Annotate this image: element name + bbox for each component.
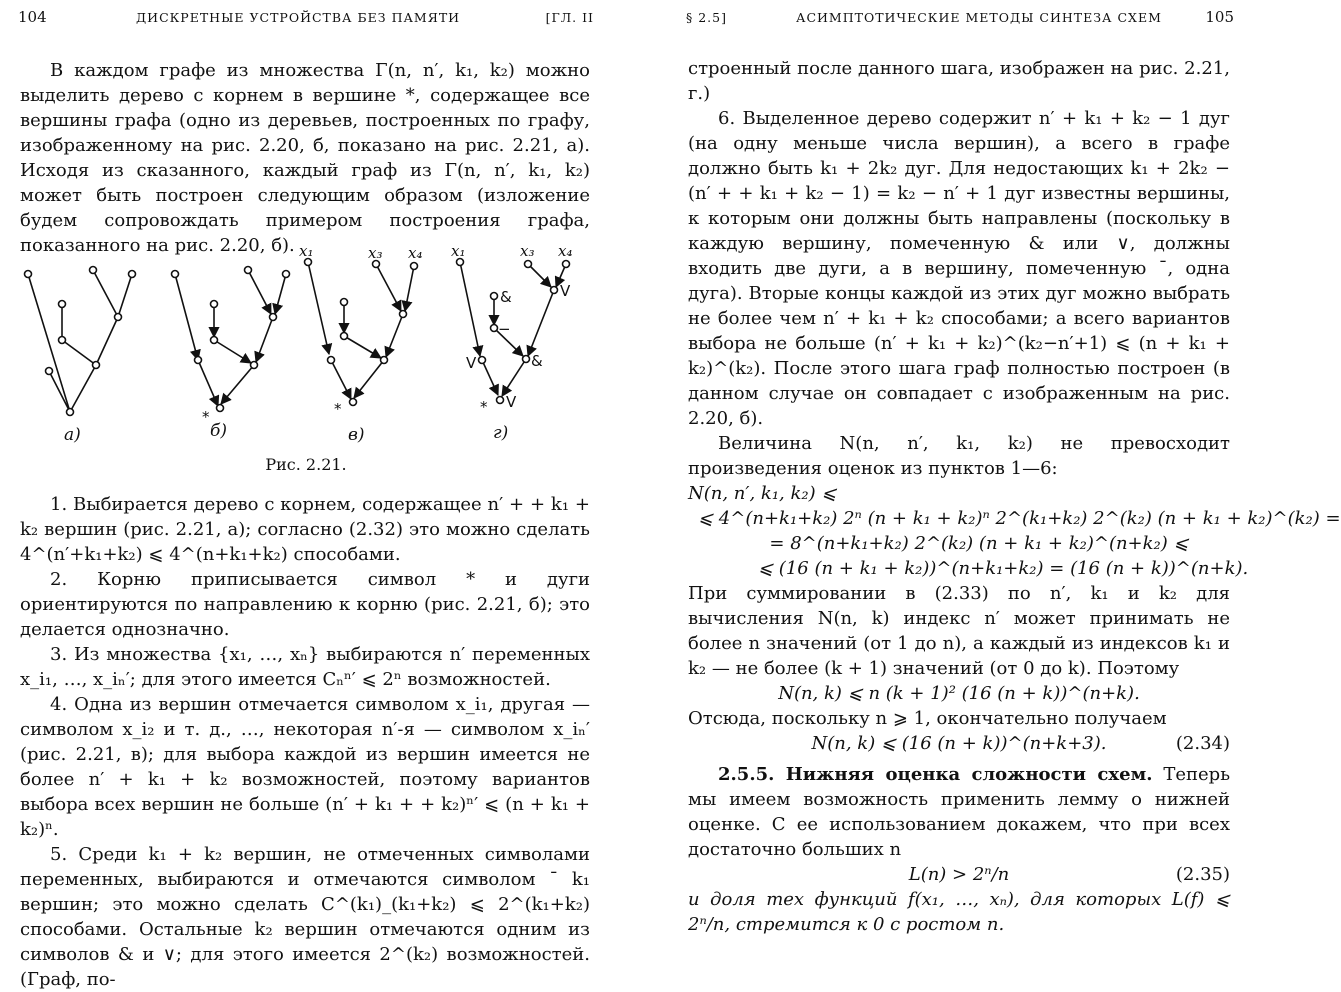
item-5: 5. Среди k₁ + k₂ вершин, не отмеченных символами переменных, выбираются и отмечаются символом ¯ k₁ вершин; это можно сделать C^(k₁)_(k₁+k₂) ⩽ 2^(k₁+k₂) способами. Остальные k₂ вершин отмечаются одним из символов & и ∨; для этого имеется 2^(k₂) возможностей. (Граф, по- xyxy=(20,844,590,990)
fig-sym-or-1: V xyxy=(560,282,571,300)
equation-number-2-34: (2.34) xyxy=(1175,733,1230,754)
equation-2-34: N(n, k) ⩽ (16 (n + k))^(n+k+3). xyxy=(811,733,1107,754)
summation-paragraph: При суммировании в (2.33) по n′, k₁ и k₂ для вычисления N(n, k) индекс n′ может принимать не более n значений (от 1 до n), а каждый из индексов k₁ и k₂ — не более (k + 1) значений (от 0 до k). Поэтому xyxy=(688,583,1230,679)
figure-caption: Рис. 2.21. xyxy=(265,455,347,474)
item-3: 3. Из множества {x₁, …, xₙ} выбираются n′ переменных x_i₁, …, x_iₙ′; для этого имеется Cₙⁿ′ ⩽ 2ⁿ возможностей. xyxy=(20,644,590,690)
equation-line-4: ⩽ (16 (n + k₁ + k₂))^(n+k₁+k₂) = (16 (n + k))^(n+k). xyxy=(758,558,1249,579)
item-1: 1. Выбирается дерево с корнем, содержащее n′ + + k₁ + k₂ вершин (рис. 2.21, а); согласно (2.32) это можно сделать 4^(n′+k₁+k₂) ⩽ 4^(n+k₁+k₂) способами. xyxy=(20,494,590,565)
fig-sublabel-a: а) xyxy=(64,425,81,445)
fig-sublabel-g: г) xyxy=(493,423,509,443)
left-page-number: 104 xyxy=(18,8,47,26)
fig-var-x4-g: x₄ xyxy=(558,242,573,260)
fig-var-x1-v: x₁ xyxy=(299,242,314,260)
left-page xyxy=(0,0,612,990)
tree-b xyxy=(172,267,290,412)
fig-sublabel-v: в) xyxy=(348,425,365,445)
subsection-title: 2.5.5. Нижняя оценка сложности схем. xyxy=(718,764,1153,785)
equation-2-35: L(n) > 2ⁿ/n xyxy=(908,864,1010,885)
tree-g xyxy=(457,259,570,404)
right-page-number: 105 xyxy=(1205,8,1234,26)
fig-sublabel-b: б) xyxy=(210,421,228,441)
equation-line-1: N(n, n′, k₁, k₂) ⩽ xyxy=(688,483,837,504)
equation-line-2: ⩽ 4^(n+k₁+k₂) 2ⁿ (n + k₁ + k₂)ⁿ 2^(k₁+k₂) 2^(k₂) (n + k₁ + k₂)^(k₂) = xyxy=(698,508,1341,529)
fig-sym-or-2: V xyxy=(466,354,477,372)
fig-sym-not: − xyxy=(498,320,511,338)
equation-line-3: = 8^(n+k₁+k₂) 2^(k₂) (n + k₁ + k₂)^(n+k₂) ⩽ xyxy=(769,533,1189,554)
figure-2-21 xyxy=(18,240,590,480)
left-running-header xyxy=(18,8,594,30)
fig-sym-or-3: V xyxy=(506,393,517,411)
magnitude-paragraph: Величина N(n, n′, k₁, k₂) не превосходит произведения оценок из пунктов 1—6: xyxy=(688,433,1230,479)
equation-n-bound: N(n, k) ⩽ n (k + 1)² (16 (n + k))^(n+k). xyxy=(778,683,1140,704)
fig-root-star-v: * xyxy=(334,400,342,418)
fig-sym-and-1: & xyxy=(500,288,512,306)
equation-2-34-row xyxy=(688,731,1230,756)
left-chapter-ref: [ГЛ. II xyxy=(545,10,594,25)
subsection-paragraph xyxy=(688,762,1230,862)
fig-var-x1-g: x₁ xyxy=(451,242,466,260)
right-running-header xyxy=(686,8,1234,30)
item-6: 6. Выделенное дерево содержит n′ + k₁ + k₂ − 1 дуг (на одну меньше числа вершин), а всего в графе должно быть k₁ + 2k₂ дуг. Для недостающих k₁ + 2k₂ − (n′ + + k₁ + k₂ − 1) = k₂ − n′ + 1 дуг известны вершины, к которым они должны быть направлены (поскольку в каждую вершину, помеченную & или ∨, должны входить две дуги, а в вершину, помеченную ¯, одна дуга). Вторые концы каждой из этих дуг можно выбрать не более чем n′ + k₁ + k₂ способами; а всего вариантов выбора не больше (n′ + k₁ + k₂)^(k₂−n′+1) ⩽ (n + k₁ + k₂)^(k₂). После этого шага граф полностью построен (в данном случае он совпадает с изображенным на рис. 2.20, б). xyxy=(688,108,1230,429)
left-running-title: ДИСКРЕТНЫЕ УСТРОЙСТВА БЕЗ ПАМЯТИ xyxy=(136,10,461,25)
tree-v xyxy=(305,259,418,406)
continued-paragraph: строенный после данного шага, изображен на рис. 2.21, г.) xyxy=(688,58,1230,104)
fig-var-x3-g: x₃ xyxy=(520,242,535,260)
left-items-block xyxy=(20,492,590,992)
final-paragraph: и доля тех функций f(x₁, …, xₙ), для которых L(f) ⩽ 2ⁿ/n, стремится к 0 с ростом n. xyxy=(688,889,1230,935)
right-running-title: АСИМПТОТИЧЕСКИЕ МЕТОДЫ СИНТЕЗА СХЕМ xyxy=(796,10,1162,25)
equation-number-2-35: (2.35) xyxy=(1175,864,1230,885)
right-page xyxy=(668,0,1341,984)
left-intro-block xyxy=(20,58,590,258)
right-text-block xyxy=(688,56,1341,937)
right-section-ref: § 2.5] xyxy=(686,10,727,25)
fig-var-x3-v: x₃ xyxy=(368,244,383,262)
fig-sym-and-2: & xyxy=(531,352,543,370)
item-4: 4. Одна из вершин отмечается символом x_i₁, другая — символом x_i₂ и т. д., …, некоторая n′-я — символом x_iₙ′ (рис. 2.21, в); для выбора каждой из вершин имеется не более n′ + k₁ + k₂ возможностей, поэтому вариантов выбора всех вершин не больше (n′ + k₁ + + k₂)ⁿ′ ⩽ (n + k₁ + k₂)ⁿ. xyxy=(20,694,590,840)
item-2: 2. Корню приписывается символ * и дуги ориентируются по направлению к корню (рис. 2.21, б); это делается однозначно. xyxy=(20,569,590,640)
fig-root-star-g: * xyxy=(480,398,488,416)
hence-paragraph: Отсюда, поскольку n ⩾ 1, окончательно получаем xyxy=(688,708,1167,729)
fig-root-star-b: * xyxy=(202,408,210,426)
subsection-text: Теперь мы имеем возможность применить лемму о нижней оценке. С ее использованием докажем, что при всех достаточно больших n xyxy=(688,764,1230,860)
intro-paragraph: В каждом графе из множества Γ(n, n′, k₁, k₂) можно выделить дерево с корнем в вершине *, содержащее все вершины графа (одно из деревьев, построенных по графу, изображенному на рис. 2.20, б, показано на рис. 2.21, а). Исходя из сказанного, каждый граф из Γ(n, n′, k₁, k₂) может быть построен следующим образом (изложение будем сопровождать примером построения графа, показанного на рис. 2.20, б). xyxy=(20,60,590,256)
tree-a xyxy=(25,267,136,416)
fig-var-x4-v: x₄ xyxy=(408,244,423,262)
equation-2-35-row xyxy=(688,862,1230,887)
